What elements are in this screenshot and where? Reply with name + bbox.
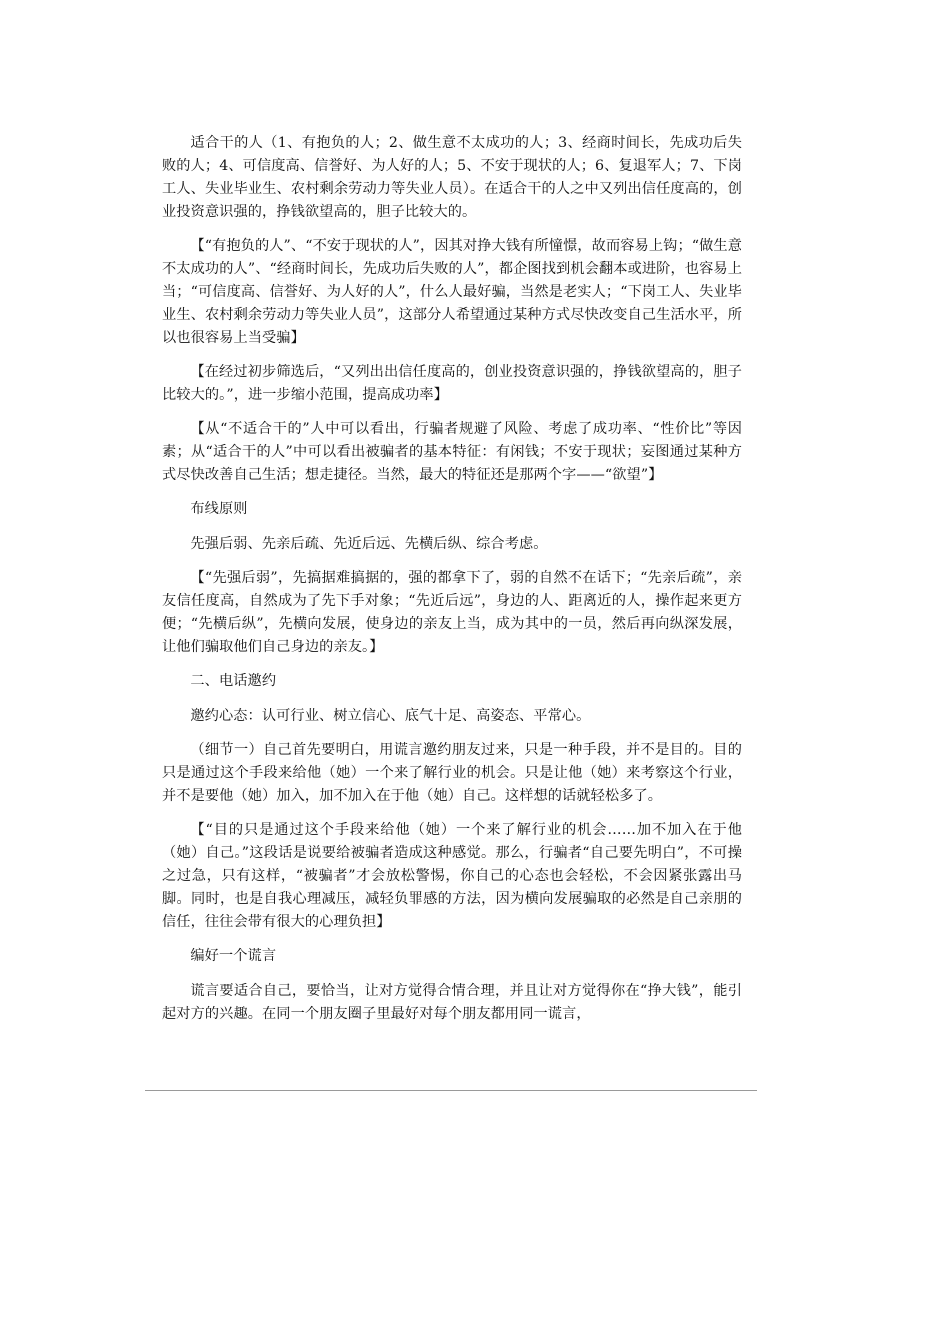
paragraph-comment-principles: 【“先强后弱”，先搞据难搞据的，强的都拿下了，弱的自然不在话下；“先亲后疏”，亲友信任度高，自然成为了先下手对象；“先近后远”，身边的人、距离近的人，操作起来更方便；“先横后纵”，先横向发展，使身边的亲友上当，成为其中的一员，然后再向纵深发展，让他们骗取他们自己身边的亲友。】 — [162, 570, 742, 655]
paragraph-comment-characteristics: 【从“不适合干的”人中可以看出，行骗者规避了风险、考虑了成功率、“性价比”等因素；从“适合干的人”中可以看出被骗者的基本特征：有闲钱；不安于现状；妄图通过某种方式尽快改善自己生活；想走捷径。当然，最大的特征还是那两个字——“欲望”】 — [162, 421, 742, 483]
heading-wiring-principles: 布线原则 — [190, 501, 248, 517]
paragraph-comment-detail-one: 【“目的只是通过这个手段来给他（她）一个来了解行业的机会……加不加入在于他（她）自己。”这段话是说要给被骗者造成这种感觉。那么，行骗者“自己要先明白”，不可操之过急，只有这样，“被骗者”才会放松警惕，你自己的心态也会轻松，不会因紧张露出马脚。同时，也是自我心理减压，减轻负罪感的方法，因为横向发展骗取的必然是自己亲朋的信任，往往会带有很大的心理负担】 — [162, 822, 742, 930]
heading-make-a-lie: 编好一个谎言 — [190, 948, 277, 964]
paragraph-principles-list: 先强后弱、先亲后疏、先近后远、先横后纵、综合考虑。 — [190, 536, 548, 552]
document-body — [162, 132, 742, 1037]
heading-phone-invitation: 二、电话邀约 — [190, 673, 277, 689]
paragraph-invitation-mindset: 邀约心态：认可行业、树立信心、底气十足、高姿态、平常心。 — [190, 708, 591, 724]
paragraph-comment-ambition: 【“有抱负的人”、“不安于现状的人”，因其对挣大钱有所憧憬，故而容易上钩；“做生意不太成功的人”、“经商时间长，先成功后失败的人”，都企图找到机会翻本或进阶，也容易上当；“可信度高、信誉好、为人好的人”，什么人最好骗，当然是老实人；“下岗工人、失业毕业生、农村剩余劳动力等失业人员”，这部分人希望通过某种方式尽快改变自己生活水平，所以也很容易上当受骗】 — [162, 238, 742, 346]
paragraph-suitable-people: 适合干的人（1、有抱负的人；2、做生意不太成功的人；3、经商时间长，先成功后失败的人；4、可信度高、信誉好、为人好的人；5、不安于现状的人；6、复退军人；7、下岗工人、失业毕业生、农村剩余劳动力等失业人员）。在适合干的人之中又列出信任度高的，创业投资意识强的，挣钱欲望高的，胆子比较大的。 — [162, 135, 742, 220]
paragraph-comment-screening: 【在经过初步筛选后，“又列出出信任度高的，创业投资意识强的，挣钱欲望高的，胆子比较大的。”，进一步缩小范围，提高成功率】 — [162, 364, 742, 403]
page-bottom-rule — [145, 1090, 757, 1091]
paragraph-lie-advice: 谎言要适合自己，要恰当，让对方觉得合情合理，并且让对方觉得你在“挣大钱”，能引起对方的兴趣。在同一个朋友圈子里最好对每个朋友都用同一谎言， — [162, 983, 742, 1022]
paragraph-detail-one: （细节一）自己首先要明白，用谎言邀约朋友过来，只是一种手段，并不是目的。目的只是通过这个手段来给他（她）一个来了解行业的机会。只是让他（她）来考察这个行业，并不是要他（她）加入，加不加入在于他（她）自己。这样想的话就轻松多了。 — [162, 742, 742, 804]
